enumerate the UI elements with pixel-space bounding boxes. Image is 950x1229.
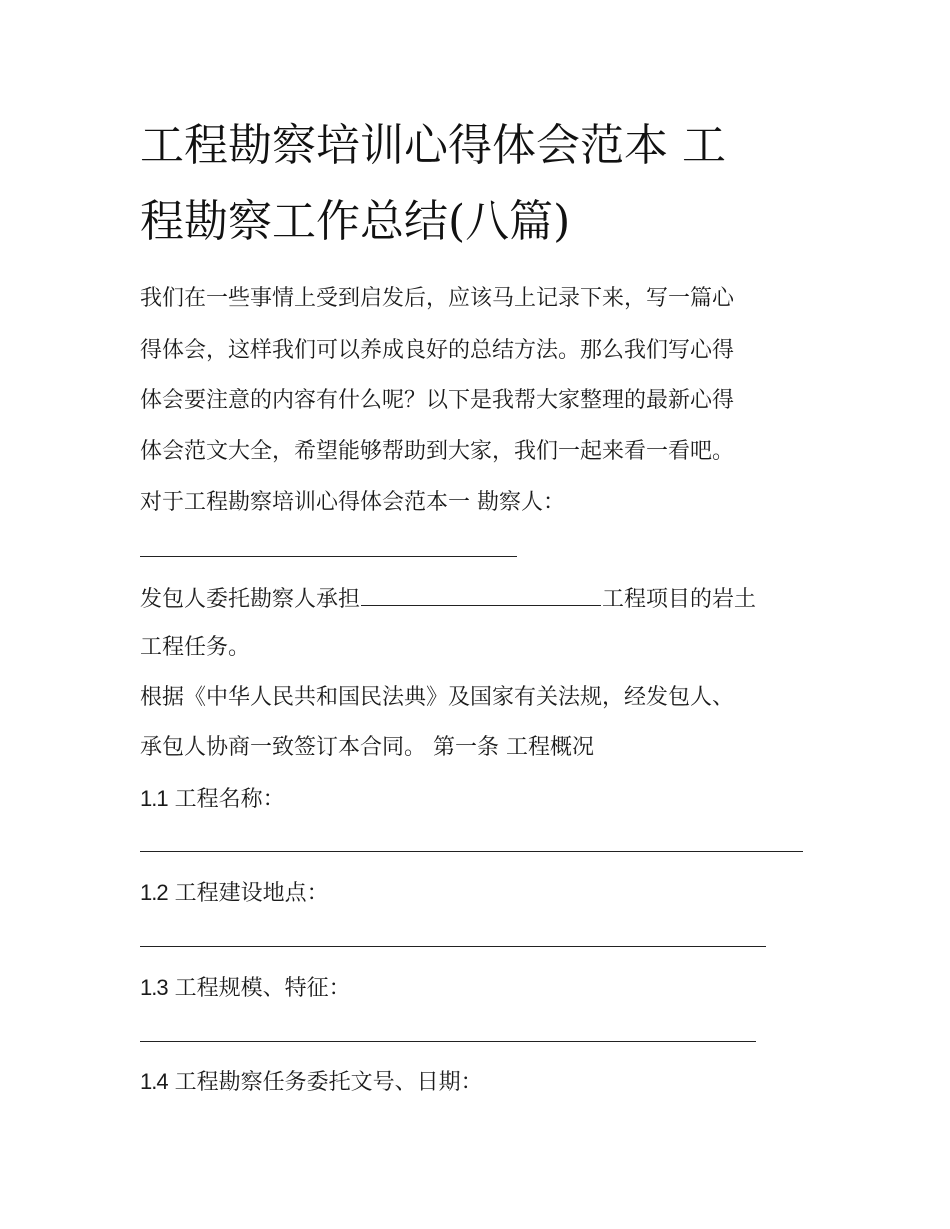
item-label: 工程名称： <box>167 787 285 812</box>
commission-text-before: 发包人委托勘察人承担 <box>140 587 361 612</box>
item-1-2-blank-line <box>140 946 766 947</box>
document-title-line-2: 程勘察工作总结(八篇) <box>140 196 571 247</box>
intro-line-4: 体会范文大全，希望能够帮助到大家，我们一起来看一看吧。 <box>140 439 735 464</box>
document-title-line-1: 工程勘察培训心得体会范本 工 <box>140 120 726 171</box>
item-1-3-blank-line <box>140 1041 756 1042</box>
item-label: 工程规模、特征： <box>167 976 351 1001</box>
item-1-3 <box>140 973 351 1004</box>
item-1-1-blank-line <box>140 851 803 852</box>
intro-line-5: 对于工程勘察培训心得体会范本一 勘察人： <box>140 490 565 515</box>
item-number: 1.3 <box>140 975 168 1000</box>
item-number: 1.2 <box>140 880 168 905</box>
basis-line-1: 根据《中华人民共和国民法典》及国家有关法规，经发包人、 <box>140 685 735 710</box>
item-number: 1.1 <box>140 786 168 811</box>
basis-line-2: 承包人协商一致签订本合同。 第一条 工程概况 <box>140 735 594 760</box>
intro-line-1: 我们在一些事情上受到启发后，应该马上记录下来，写一篇心 <box>140 286 735 311</box>
commission-text-after: 工程项目的岩土 <box>602 587 757 612</box>
commission-line-1 <box>140 583 756 615</box>
item-1-2 <box>140 878 329 909</box>
item-1-1 <box>140 784 285 815</box>
project-name-blank <box>361 583 601 606</box>
surveyor-blank-line <box>140 556 517 557</box>
intro-line-3: 体会要注意的内容有什么呢？以下是我帮大家整理的最新心得 <box>140 388 735 413</box>
intro-line-2: 得体会，这样我们可以养成良好的总结方法。那么我们写心得 <box>140 338 735 363</box>
item-label: 工程建设地点： <box>167 881 329 906</box>
commission-line-2: 工程任务。 <box>140 635 251 660</box>
item-label: 工程勘察任务委托文号、日期： <box>167 1070 483 1095</box>
item-number: 1.4 <box>140 1069 168 1094</box>
item-1-4 <box>140 1067 483 1098</box>
